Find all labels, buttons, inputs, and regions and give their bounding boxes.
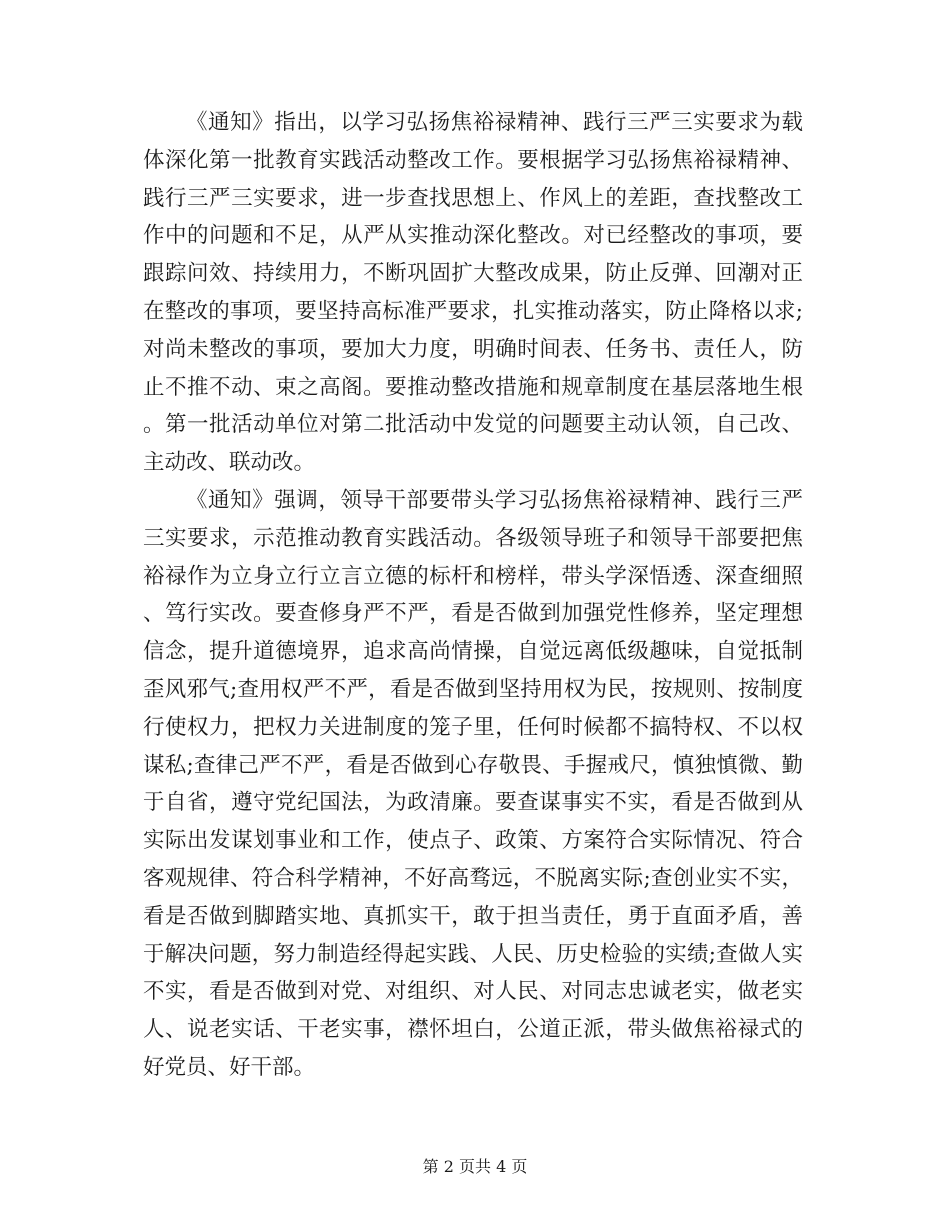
paragraph-2: 《通知》强调，领导干部要带头学习弘扬焦裕禄精神、践行三严三实要求，示范推动教育实践活动。各级领导班子和领导干部要把焦裕禄作为立身立行立言立德的标杆和榜样，带头学深悟透、深查细照、笃行实改。要查修身严不严，看是否做到加强党性修养，坚定理想信念，提升道德境界，追求高尚情操，自觉远离低级趣味，自觉抵制歪风邪气;查用权严不严，看是否做到坚持用权为民，按规则、按制度行使权力，把权力关进制度的笼子里，任何时候都不搞特权、不以权谋私;查律己严不严，看是否做到心存敬畏、手握戒尺，慎独慎微、勤于自省，遵守党纪国法，为政清廉。要查谋事实不实，看是否做到从实际出发谋划事业和工作，使点子、政策、方案符合实际情况、符合客观规律、符合科学精神，不好高骛远，不脱离实际;查创业实不实，看是否做到脚踏实地、真抓实干，敢于担当责任，勇于直面矛盾，善于解决问题，努力制造经得起实践、人民、历史检验的实绩;查做人实不实，看是否做到对党、对组织、对人民、对同志忠诚老实，做老实人、说老实话、干老实事，襟怀坦白，公道正派，带头做焦裕禄式的好党员、好干部。 bbox=[143, 487, 803, 1080]
paragraph-1: 《通知》指出，以学习弘扬焦裕禄精神、践行三严三实要求为载体深化第一批教育实践活动整改工作。要根据学习弘扬焦裕禄精神、践行三严三实要求，进一步查找思想上、作风上的差距，查找整改工作中的问题和不足，从严从实推动深化整改。对已经整改的事项，要跟踪问效、持续用力，不断巩固扩大整改成果，防止反弹、回潮对正在整改的事项，要坚持高标准严要求，扎实推动落实，防止降格以求;对尚未整改的事项，要加大力度，明确时间表、任务书、责任人，防止不推不动、束之高阁。要推动整改措施和规章制度在基层落地生根。第一批活动单位对第二批活动中发觉的问题要主动认领，自己改、主动改、联动改。 bbox=[143, 110, 803, 476]
document-body bbox=[143, 104, 803, 1087]
page-footer: 第 2 页共 4 页 bbox=[422, 1157, 528, 1176]
